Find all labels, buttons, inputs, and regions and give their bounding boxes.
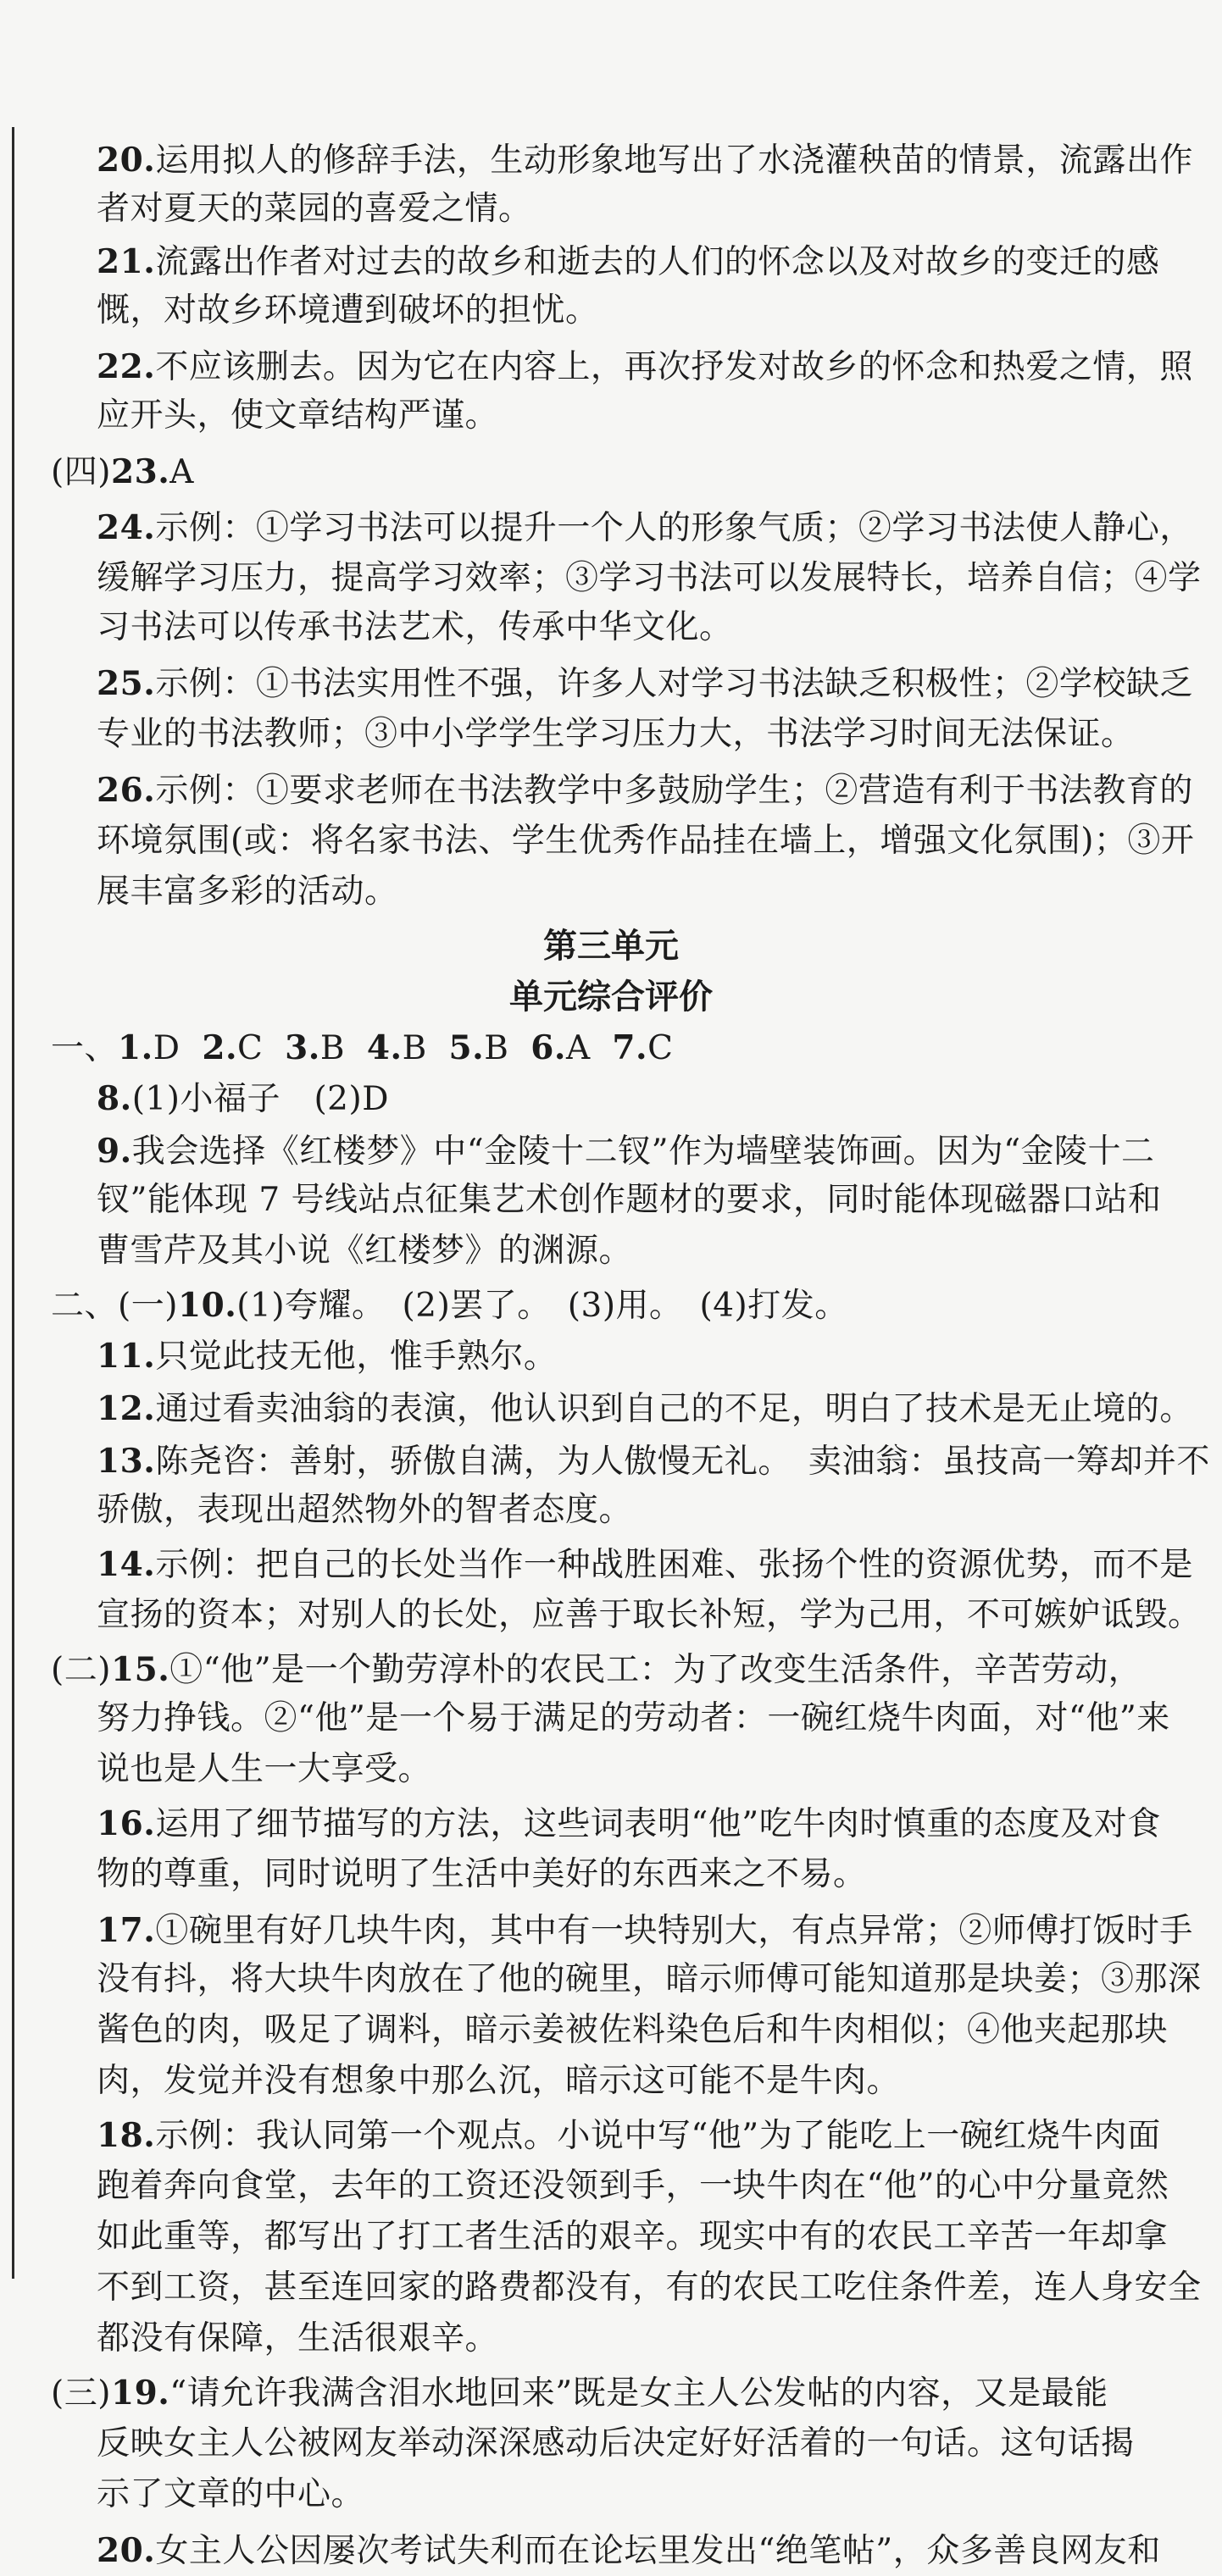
section-prefix: (三): [51, 2374, 111, 2413]
answer-text: 缓解学习压力，提高学习效率；③学习书法可以发展特长，培养自信；④学: [97, 559, 1202, 597]
answer-text: 者对夏天的菜园的喜爱之情。: [97, 190, 532, 228]
answer-line: [97, 1332, 557, 1382]
answer-line: [97, 659, 1193, 709]
answer-line: [97, 2057, 900, 2106]
question-number: 17.: [97, 1911, 156, 1950]
answer-text: 专业的书法教师；③中小学学生学习压力大，书法学习时间无法保证。: [97, 715, 1135, 753]
answer-text: ①碗里有好几块牛肉，其中有一块特别大，有点异常；②师傅打饭时手: [155, 1912, 1193, 1950]
answer-line: [51, 447, 194, 497]
unit-title: 第三单元: [543, 926, 679, 966]
answer-text: ①“他”是一个勤劳淳朴的农民工：为了改变生活条件，辛苦劳动，: [169, 1651, 1142, 1689]
answer-text: 酱色的肉，吸足了调料，暗示姜被佐料染色后和牛肉相似；④他夹起那块: [97, 2011, 1169, 2049]
answer-line: [97, 1384, 1193, 1434]
answer-text: 环境氛围(或：将名家书法、学生优秀作品挂在墙上，增强文化氛围)；③开: [97, 822, 1195, 860]
answer-text: “请允许我满含泪水地回来”既是女主人公发帖的内容，又是最能: [169, 2374, 1108, 2413]
answer-line: [51, 1645, 1141, 1695]
answer-text: 努力挣钱。②“他”是一个易于满足的劳动者：一碗红烧牛肉面，对“他”来: [97, 1699, 1170, 1737]
answer-line: [51, 1023, 673, 1073]
question-number: 12.: [97, 1389, 156, 1428]
answer-line: [51, 2368, 1108, 2418]
question-number: 5.: [448, 1028, 485, 1067]
answer-line: [97, 817, 1194, 866]
answer-text: D: [153, 1029, 181, 1067]
answer-text: 运用拟人的修辞手法，生动形象地写出了水浇灌秧苗的情景，流露出作: [155, 141, 1193, 180]
answer-line: [97, 342, 1193, 392]
answer-text: 示例：①书法实用性不强，许多人对学习书法缺乏积极性；②学校缺乏: [155, 665, 1193, 703]
answer-line: [97, 2314, 498, 2363]
answer-line: [97, 554, 1202, 603]
question-number: 18.: [97, 2116, 156, 2155]
question-number: 24.: [97, 508, 156, 547]
answer-text: B: [319, 1029, 346, 1067]
question-number: 10.: [177, 1286, 237, 1325]
answer-line: [97, 503, 1193, 553]
answer-text: 跑着奔向食堂，去年的工资还没领到手，一块牛肉在“他”的心中分量竟然: [97, 2167, 1169, 2205]
spacer: [181, 1029, 203, 1067]
spacer: [427, 1029, 449, 1067]
answer-text: 没有抖，将大块牛肉放在了他的碗里，暗示师傅可能知道那是块姜；③那深: [97, 1960, 1202, 1998]
section-prefix: (四): [51, 453, 111, 491]
answer-line: [97, 1437, 1210, 1487]
answer-text: B: [402, 1029, 427, 1067]
answer-line: [97, 1745, 431, 1794]
answer-text: 钗”能体现 7 号线站点征集艺术创作题材的要求，同时能体现磁器口站和: [97, 1181, 1162, 1219]
answer-text: 展丰富多彩的活动。: [97, 873, 398, 911]
answer-text: 示例：我认同第一个观点。小说中写“他”为了能吃上一碗红烧牛肉面: [155, 2117, 1161, 2155]
question-number: 8.: [97, 1079, 132, 1118]
answer-line: [97, 2263, 1202, 2313]
answer-line: [97, 2213, 1168, 2262]
answer-line: [97, 710, 1135, 759]
answer-line: [97, 237, 1159, 287]
answer-line: [97, 136, 1193, 186]
answer-line: [97, 2419, 1135, 2468]
unit-subtitle: 单元综合评价: [509, 977, 713, 1017]
answer-line: [97, 1591, 1202, 1640]
question-number: 21.: [97, 242, 156, 281]
answer-text: 示例：①要求老师在书法教学中多鼓励学生；②营造有利于书法教育的: [155, 772, 1193, 810]
answer-line: [97, 1540, 1193, 1590]
answer-text: 习书法可以传承书法艺术，传承中华文化。: [97, 608, 733, 646]
answer-text: 女主人公因屡次考试失利而在论坛里发出“绝笔帖”，众多善良网友和: [155, 2532, 1161, 2570]
question-number: 16.: [97, 1804, 156, 1843]
section-prefix: 一、: [51, 1029, 119, 1067]
answer-text: 反映女主人公被网友举动深深感动后决定好好活着的一句话。这句话揭: [97, 2424, 1135, 2462]
answer-text: 陈尧咨：善射，骄傲自满，为人傲慢无礼。 卖油翁：虽技高一筹却并不: [155, 1443, 1210, 1481]
answer-line: [97, 1850, 867, 1899]
spacer: [591, 1029, 613, 1067]
question-number: 25.: [97, 664, 156, 703]
question-number: 4.: [366, 1028, 403, 1067]
margin-line: [12, 127, 14, 2279]
answer-text: 物的尊重，同时说明了生活中美好的东西来之不易。: [97, 1855, 867, 1893]
answer-text: 如此重等，都写出了打工者生活的艰辛。现实中有的农民工辛苦一年却拿: [97, 2218, 1169, 2256]
question-number: 14.: [97, 1545, 156, 1584]
answer-line: [97, 766, 1193, 816]
answer-text: 示例：把自己的长处当作一种战胜困难、张扬个性的资源优势，而不是: [155, 1546, 1193, 1584]
question-number: 19.: [110, 2374, 170, 2413]
answer-text: 示例：①学习书法可以提升一个人的形象气质；②学习书法使人静心，: [155, 509, 1193, 547]
answer-text: 肉，发觉并没有想象中那么沉，暗示这可能不是牛肉。: [97, 2062, 901, 2100]
answer-line: [97, 1906, 1193, 1956]
answer-text: 我会选择《红楼梦》中“金陵十二钗”作为墙壁装饰画。因为“金陵十二: [131, 1133, 1155, 1171]
question-number: 22.: [97, 347, 156, 386]
answer-line: [97, 2006, 1168, 2055]
question-number: 23.: [110, 452, 170, 491]
question-number: 2.: [202, 1028, 238, 1067]
answer-line: [97, 2470, 364, 2519]
answer-line: [97, 867, 398, 917]
section-prefix: 二、(一): [51, 1287, 178, 1325]
question-number: 13.: [97, 1442, 156, 1481]
answer-text: (1)小福子 (2)D: [131, 1080, 389, 1118]
question-number: 6.: [530, 1028, 566, 1067]
answer-line: [97, 1127, 1155, 1177]
answer-text: 示了文章的中心。: [97, 2475, 365, 2513]
answer-text: 骄傲，表现出超然物外的智者态度。: [97, 1491, 633, 1529]
answer-text: 运用了细节描写的方法，这些词表明“他”吃牛肉时慎重的态度及对食: [155, 1805, 1161, 1843]
answer-text: 都没有保障，生活很艰辛。: [97, 2319, 499, 2357]
answer-text: (1)夸耀。 (2)罢了。 (3)用。 (4)打发。: [236, 1287, 848, 1325]
answer-text: C: [237, 1029, 264, 1067]
spacer: [345, 1029, 367, 1067]
answer-text: 宣扬的资本；对别人的长处，应善于取长补短，学为己用，不可嫉妒诋毁。: [97, 1596, 1202, 1634]
question-number: 20.: [97, 141, 156, 180]
question-number: 7.: [612, 1028, 648, 1067]
question-number: 26.: [97, 771, 156, 810]
answer-line: [97, 1955, 1202, 2004]
question-number: 20.: [97, 2531, 156, 2570]
answer-text: 不到工资，甚至连回家的路费都没有，有的农民工吃住条件差，连人身安全: [97, 2269, 1202, 2307]
question-number: 9.: [97, 1132, 132, 1171]
answer-text: 通过看卖油翁的表演，他认识到自己的不足，明白了技术是无止境的。: [155, 1390, 1193, 1428]
answer-line: [51, 1281, 848, 1331]
answer-line: [97, 1176, 1162, 1225]
answer-text: 应开头，使文章结构严谨。: [97, 396, 499, 435]
question-number: 11.: [97, 1337, 156, 1376]
answer-line: [97, 1227, 632, 1276]
answer-line: [97, 1074, 389, 1124]
answer-text: 说也是人生一大享受。: [97, 1750, 432, 1788]
answer-text: 曹雪芹及其小说《红楼梦》的渊源。: [97, 1232, 633, 1270]
answer-line: [97, 185, 532, 234]
question-number: 1.: [118, 1028, 153, 1067]
question-number: 15.: [110, 1650, 170, 1689]
answer-text: 不应该删去。因为它在内容上，再次抒发对故乡的怀念和热爱之情，照: [155, 348, 1193, 386]
answer-line: [97, 1486, 632, 1535]
answer-text: C: [647, 1029, 674, 1067]
answer-line: [97, 2162, 1169, 2211]
answer-line: [97, 286, 599, 335]
answer-text: 只觉此技无他，惟手熟尔。: [155, 1338, 558, 1376]
answer-line: [97, 2526, 1161, 2576]
answer-text: 慨，对故乡环境遭到破坏的担忧。: [97, 291, 599, 330]
answer-line: [97, 603, 733, 652]
answer-line: [97, 391, 498, 440]
question-number: 3.: [285, 1028, 320, 1067]
answer-text: A: [565, 1029, 591, 1067]
spacer: [263, 1029, 285, 1067]
answer-text: B: [484, 1029, 509, 1067]
answer-line: [97, 1694, 1170, 1743]
answer-text: A: [169, 453, 194, 491]
answer-line: [97, 1799, 1161, 1849]
spacer: [508, 1029, 530, 1067]
section-prefix: (二): [51, 1651, 111, 1689]
answer-line: [97, 2111, 1161, 2161]
answer-text: 流露出作者对过去的故乡和逝去的人们的怀念以及对故乡的变迁的感: [155, 243, 1160, 281]
